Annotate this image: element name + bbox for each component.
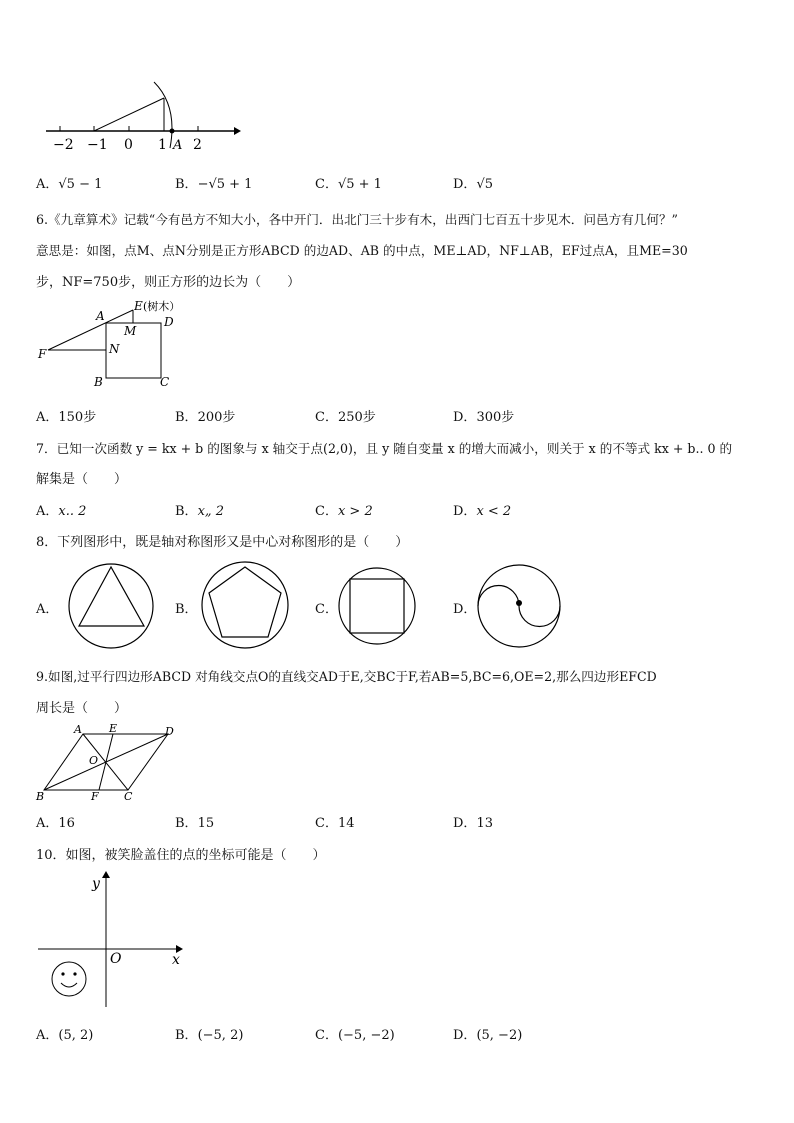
tick-label: −2 [53,137,74,153]
option-letter: C． [315,410,338,425]
origin-label: O [110,951,122,967]
q9-text-line-2: 周长是（ ） [36,701,128,716]
smiley-face-icon [52,962,86,996]
option-text: √5 + 1 [337,177,382,192]
q10-text-line-1: 10．如图，被笑脸盖住的点的坐标可能是（ ） [36,848,326,863]
q7-option-b[interactable] [175,500,224,519]
x-axis-label: x [172,952,180,968]
label-tree: (树木） [143,300,181,313]
circle-s-curve-figure[interactable] [476,563,562,649]
point-a-label: A [173,138,183,153]
q6-text-line-2: 意思是：如图，点M、点N分别是正方形ABCD 的边AD、AB 的中点，ME⊥AD，NF⊥AB，EF过点A，且ME=30 [36,243,688,258]
q10-option-c[interactable] [315,1024,395,1043]
label-b: B [36,790,45,803]
option-letter: B． [175,602,198,617]
option-letter: D． [453,410,477,425]
q7-option-d[interactable] [453,500,511,519]
q8-option-d[interactable] [453,598,476,617]
q5-number-line-figure [40,78,240,158]
tick-label: −1 [87,137,108,153]
q6-option-d[interactable] [453,406,514,425]
q7-text-line-1: 7．已知一次函数 y = kx + b 的图象与 x 轴交于点(2,0)，且 y 随自变量 x 的增大而减小，则关于 x 的不等式 kx + b.. 0 的 [36,441,733,456]
q6-text-line-1: 6.《九章算术》记载“今有邑方不知大小，各中开门．出北门三十步有木，出西门七百五十步见木．问邑方有几何？” [36,212,678,227]
option-letter: D． [453,177,477,192]
option-letter: A． [36,1028,59,1043]
option-letter: C． [315,602,338,617]
option-text: (−5, 2) [197,1028,244,1043]
option-letter: A． [36,177,59,192]
option-letter: C． [315,1028,338,1043]
point-a-dot [170,129,175,134]
q6-option-c[interactable] [315,406,376,425]
q10-option-a[interactable] [36,1024,93,1043]
option-letter: B． [175,504,198,519]
q9-option-b[interactable] [175,812,214,831]
q6-option-b[interactable] [175,406,235,425]
circle-triangle-figure[interactable] [67,562,155,650]
label-d: D [164,315,174,329]
label-c: C [124,790,133,803]
q9-option-d[interactable] [453,812,493,831]
q5-option-d[interactable] [453,173,493,192]
option-letter: C． [315,504,338,519]
q7-option-a[interactable] [36,500,86,519]
q7-text-line-2: 解集是（ ） [36,472,128,487]
option-letter: C． [315,177,338,192]
q7-option-c[interactable] [315,500,373,519]
option-letter: A． [36,602,59,617]
label-b: B [94,375,103,389]
option-text: 14 [337,816,355,831]
option-letter: D． [453,1028,477,1043]
number-line-arrow [234,127,241,135]
option-text: 15 [197,816,215,831]
circle-square-figure[interactable] [337,566,417,646]
segment-ef [48,310,133,350]
option-letter: D． [453,504,477,519]
option-text: 200步 [197,410,236,425]
option-letter: D． [453,816,477,831]
option-letter: B． [175,177,198,192]
option-text: √5 [476,177,493,192]
option-text: x.. 2 [58,504,87,519]
label-d: D [165,725,174,738]
q6-square-figure [36,298,216,393]
tick-label: 2 [193,137,202,153]
q8-option-c[interactable] [315,598,338,617]
q6-text-line-3: 步，NF=750步，则正方形的边长为（ ） [36,275,301,290]
option-text: 13 [476,816,493,831]
q8-text-line-1: 8．下列图形中，既是轴对称图形又是中心对称图形的是（ ） [36,535,409,550]
option-letter: A． [36,816,59,831]
option-letter: B． [175,1028,198,1043]
label-a: A [74,723,82,736]
q6-option-a[interactable] [36,406,96,425]
q10-option-b[interactable] [175,1024,243,1043]
option-text: 300步 [476,410,515,425]
label-n: N [109,342,120,356]
option-text: x > 2 [337,504,373,519]
label-f: F [38,347,47,361]
option-text: 16 [58,816,75,831]
q8-option-a[interactable] [36,598,58,617]
option-text: −√5 + 1 [197,177,253,192]
q10-option-d[interactable] [453,1024,522,1043]
label-m: M [124,324,137,338]
option-letter: A． [36,410,59,425]
segment-ef [99,734,113,790]
tick-label: 1 [158,137,167,153]
y-axis-arrow [102,871,110,878]
tick-label: 0 [124,137,133,153]
q9-option-a[interactable] [36,812,75,831]
option-letter: A． [36,504,59,519]
label-a: A [96,309,105,323]
circle-pentagon-figure[interactable] [200,560,290,650]
option-text: (−5, −2) [337,1028,395,1043]
q8-option-b[interactable] [175,598,198,617]
label-e: E [134,299,143,313]
option-text: x < 2 [476,504,512,519]
option-text: (5, −2) [476,1028,523,1043]
option-text: (5, 2) [58,1028,94,1043]
q9-parallelogram-figure [36,722,181,804]
option-text: √5 − 1 [58,177,103,192]
option-text: 150步 [58,410,97,425]
q10-coordinate-figure [36,870,186,1010]
q5-option-c[interactable] [315,173,382,192]
q5-option-b[interactable] [175,173,252,192]
option-letter: D． [453,602,477,617]
option-letter: B． [175,816,198,831]
q5-option-a[interactable] [36,173,102,192]
y-axis-label: y [92,876,100,892]
option-text: x„ 2 [197,504,225,519]
label-c: C [160,375,170,389]
q9-option-c[interactable] [315,812,355,831]
option-text: 250步 [337,410,376,425]
label-o: O [89,754,99,767]
q9-text-line-1: 9.如图,过平行四边形ABCD 对角线交点O的直线交AD于E,交BC于F,若AB=5,BC=6,OE=2,那么四边形EFCD [36,669,657,684]
option-letter: C． [315,816,338,831]
label-e: E [109,722,118,735]
option-letter: B． [175,410,198,425]
label-f: F [91,790,99,803]
